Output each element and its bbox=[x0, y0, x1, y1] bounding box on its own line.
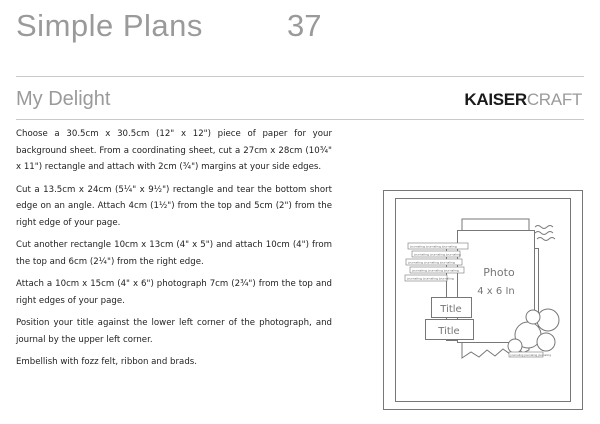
journal-strip-label: journaling journaling journaling bbox=[414, 252, 461, 257]
divider-bottom bbox=[16, 119, 584, 120]
journal-strip-label: journaling journaling journaling bbox=[412, 268, 459, 273]
instruction-paragraph: Choose a 30.5cm x 30.5cm (12" x 12") piece of paper for your background sheet. From a coordinating sheet, cut a 27cm x 28cm (10¾" x 11") rectangle and attach with 2cm (¾") margins at your side edges. bbox=[16, 129, 332, 172]
page-title: Simple Plans bbox=[16, 8, 203, 43]
instruction-paragraph: Position your title against the lower left corner of the photograph, and journal by the upper left corner. bbox=[16, 318, 332, 345]
journal-strip-label: journaling journaling journaling bbox=[410, 244, 457, 249]
instruction-paragraph: Embellish with fozz felt, ribbon and brads. bbox=[16, 357, 197, 367]
title-label-1: Title bbox=[440, 304, 462, 315]
journal-strip-label: journaling journaling journaling bbox=[408, 260, 455, 265]
page-number: 37 bbox=[287, 8, 322, 43]
divider-top bbox=[16, 76, 584, 77]
photo-size-label: 4 x 6 In bbox=[477, 286, 515, 297]
instruction-paragraph: Cut a 13.5cm x 24cm (5¼" x 9½") rectangle and tear the bottom short edge on an angle. Attach 4cm (1½") from the top and 5cm (2") from the right edge of your page. bbox=[16, 184, 332, 228]
instruction-paragraph: Cut another rectangle 10cm x 13cm (4" x 5") and attach 10cm (4") from the top and 6cm (2¼") from the right edge. bbox=[16, 240, 332, 267]
layout-sketch bbox=[383, 190, 583, 410]
journal-strip-label: journaling journaling journaling bbox=[407, 276, 454, 281]
brand-logo-part2: CRAFT bbox=[526, 90, 582, 109]
instruction-paragraph: Attach a 10cm x 15cm (4" x 6") photograph 7cm (2¾") from the top and right edges of your page. bbox=[16, 279, 332, 306]
journal-strip-label: journaling journaling journaling bbox=[510, 354, 551, 357]
brand-logo-part1: KAISER bbox=[464, 90, 527, 109]
instructions bbox=[16, 126, 332, 377]
layout-title: My Delight bbox=[16, 88, 111, 110]
photo-label: Photo bbox=[483, 266, 515, 279]
title-label-2: Title bbox=[438, 326, 460, 337]
brand-logo bbox=[464, 90, 582, 110]
